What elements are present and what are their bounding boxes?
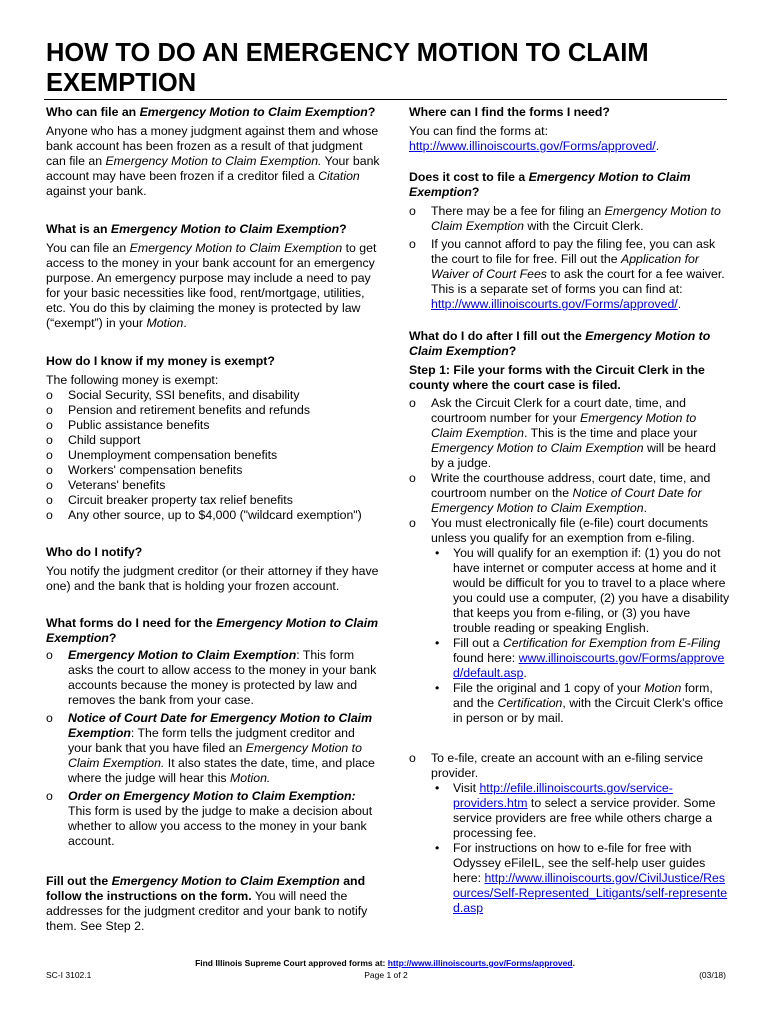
certification-link[interactable]: www.illinoiscourts.gov/Forms/approved/default.asp — [453, 651, 725, 680]
question-forms: What forms do I need for the Emergency Motion to Claim Exemption? — [46, 616, 379, 645]
list-item: o Ask the Circuit Clerk for a court date, time, and courtroom number for your Emergency Motion to Claim Exemption. This is the time and place your Emergency Motion to Claim Exemption will be heard by a judge. — [409, 396, 731, 471]
form-item-motion: o Emergency Motion to Claim Exemption: This form asks the court to allow access to the money in your bank accounts because the money is protected by law and removes the bank from your case. — [46, 648, 381, 708]
form-date: (03/18) — [699, 970, 726, 980]
list-item: o If you cannot afford to pay the filing fee, you can ask the court to file for free. Fill out the Application for Waiver of Court Fees to ask the court for a fee waiver. This is a separate set of forms you can find at: http://www.illinoiscourts.gov/Forms/approved/. — [409, 237, 731, 312]
left-column — [46, 105, 381, 934]
list-item: • File the original and 1 copy of your Motion form, and the Certification, with the Circuit Clerk’s office in person or by mail. — [431, 681, 731, 726]
list-item: o Social Security, SSI benefits, and disability — [46, 388, 381, 403]
form-item-order: o Order on Emergency Motion to Claim Exemption: This form is used by the judge to make a decision about whether to allow you access to the money in your bank account. — [46, 789, 381, 849]
list-item: o Public assistance benefits — [46, 418, 381, 433]
list-item: • You will qualify for an exemption if: (1) you do not have internet or computer access at home and it would be difficult for you to travel to a place where you could use a computer, (2) you have a disability that keeps you from e-filing, or (3) you have trouble reading or speaking English. — [431, 546, 731, 636]
form-item-notice: o Notice of Court Date for Emergency Motion to Claim Exemption: The form tells the judgment creditor and your bank that you have filed an Emergency Motion to Claim Exemption. It also states the date, time, and place where the judge will hear this Motion. — [46, 711, 381, 786]
list-item: o Pension and retirement benefits and refunds — [46, 403, 381, 418]
page-title: HOW TO DO AN EMERGENCY MOTION TO CLAIM EXEMPTION — [46, 39, 649, 97]
footer-link[interactable]: http://www.illinoiscourts.gov/Forms/approved — [387, 958, 573, 968]
list-item: • Visit http://efile.illinoiscourts.gov/service-providers.htm to select a service provider. Some service providers are free while others charge a processing fee. — [431, 781, 731, 841]
fee-waiver-link[interactable]: http://www.illinoiscourts.gov/Forms/approved/ — [431, 297, 678, 311]
list-item: o Any other source, up to $4,000 ("wildcard exemption") — [46, 508, 381, 523]
list-item: o Circuit breaker property tax relief benefits — [46, 493, 381, 508]
efile-bullets — [431, 781, 731, 916]
service-providers-link[interactable]: http://efile.illinoiscourts.gov/service-providers.htm — [453, 781, 673, 810]
list-item: o Child support — [46, 433, 381, 448]
list-item: o Write the courthouse address, court date, time, and courtroom number on the Notice of Court Date for Emergency Motion to Claim Exemption. — [409, 471, 731, 516]
list-item: o You must electronically file (e-file) court documents unless you qualify for an exemption from e-filing. • You will qualify for an exemption if: (1) you do not have internet or computer access at home and it would be difficult for you to travel to a place where you could use a computer, (2) you have a disability that keeps you from e-filing, or (3) you have trouble reading or speaking English. • Fill out a Certification for Exemption from E-Filing found here: www.illinoiscourts.gov/Forms/approved/default.asp. • File the original and 1 copy of your Motion form, and the Certification, with the Circuit Clerk’s office in person or by mail. — [409, 516, 731, 726]
list-item: o There may be a fee for filing an Emergency Motion to Claim Exemption with the Circuit Clerk. — [409, 204, 731, 234]
form-code: SC-I 3102.1 — [46, 970, 92, 980]
answer-who-can-file: Anyone who has a money judgment against them and whose bank account has been frozen as a result of that judgment can file an Emergency Motion to Claim Exemption. Your bank account may have been frozen if a creditor filed a Citation against your bank. — [46, 124, 380, 198]
answer-find-forms: You can find the forms at: — [409, 124, 548, 138]
list-item: o Veterans' benefits — [46, 478, 381, 493]
step-list — [409, 396, 731, 916]
list-item: o To e-file, create an account with an e-filing service provider. • Visit http://efile.illinoiscourts.gov/service-providers.htm to select a service provider. Some service providers are free while others charge a processing fee. • For instructions on how to e-file for free with Odyssey eFileIL, see the self-help user guides here: http://www.illinoiscourts.gov/CivilJustice/Resources/Self-Represented_Litigants/self-represented.asp — [409, 751, 731, 916]
title-rule — [44, 99, 727, 100]
question-exempt: How do I know if my money is exempt? — [46, 354, 275, 368]
list-item: • For instructions on how to e-file for free with Odyssey eFileIL, see the self-help user guides here: http://www.illinoiscourts.gov/CivilJustice/Resources/Self-Represented_Litigants/self-represented.asp — [431, 841, 731, 916]
answer-what-is: You can file an Emergency Motion to Claim Exemption to get access to the money in your bank account for an emergency purpose. An emergency purpose may include a need to pay for your basic necessities like food, rent/mortgage, utilities, etc. You do this by claiming the money is protected by law (“exempt”) in your Motion. — [46, 241, 377, 330]
question-find-forms: Where can I find the forms I need? — [409, 105, 610, 119]
exempt-intro: The following money is exempt: — [46, 373, 219, 387]
forms-link-line: http://www.illinoiscourts.gov/Forms/approved/. — [409, 139, 660, 153]
fill-out-instructions: Fill out the Emergency Motion to Claim Exemption and follow the instructions on the form. You will need the addresses for the judgment creditor and your bank to notify them. See Step 2. — [46, 874, 368, 933]
self-help-link[interactable]: http://www.illinoiscourts.gov/CivilJustice/Resources/Self-Represented_Litigants/self-represented.asp — [453, 871, 728, 915]
exempt-list — [46, 388, 381, 523]
forms-list — [46, 648, 381, 849]
question-what-is: What is an Emergency Motion to Claim Exemption? — [46, 222, 347, 236]
list-item: o Workers' compensation benefits — [46, 463, 381, 478]
question-who-can-file: Who can file an Emergency Motion to Claim Exemption? — [46, 105, 376, 119]
question-cost: Does it cost to file a Emergency Motion to Claim Exemption? — [409, 170, 691, 199]
question-notify: Who do I notify? — [46, 545, 143, 559]
right-column — [409, 105, 731, 916]
question-after: What do I do after I fill out the Emergency Motion to Claim Exemption? — [409, 329, 711, 358]
step-1: Step 1: File your forms with the Circuit Clerk in the county where the court case is filed. — [409, 363, 705, 392]
cost-list — [409, 204, 731, 312]
forms-link[interactable]: http://www.illinoiscourts.gov/Forms/approved/ — [409, 139, 656, 153]
list-item: o Unemployment compensation benefits — [46, 448, 381, 463]
footer-forms-note: Find Illinois Supreme Court approved forms at: http://www.illinoiscourts.gov/Forms/approved. — [195, 958, 575, 968]
answer-notify: You notify the judgment creditor (or their attorney if they have one) and the bank that is holding your frozen account. — [46, 564, 379, 593]
list-item: • Fill out a Certification for Exemption from E-Filing found here: www.illinoiscourts.gov/Forms/approved/default.asp. — [431, 636, 731, 681]
page-number: Page 1 of 2 — [364, 970, 408, 980]
exemption-bullets — [431, 546, 731, 726]
